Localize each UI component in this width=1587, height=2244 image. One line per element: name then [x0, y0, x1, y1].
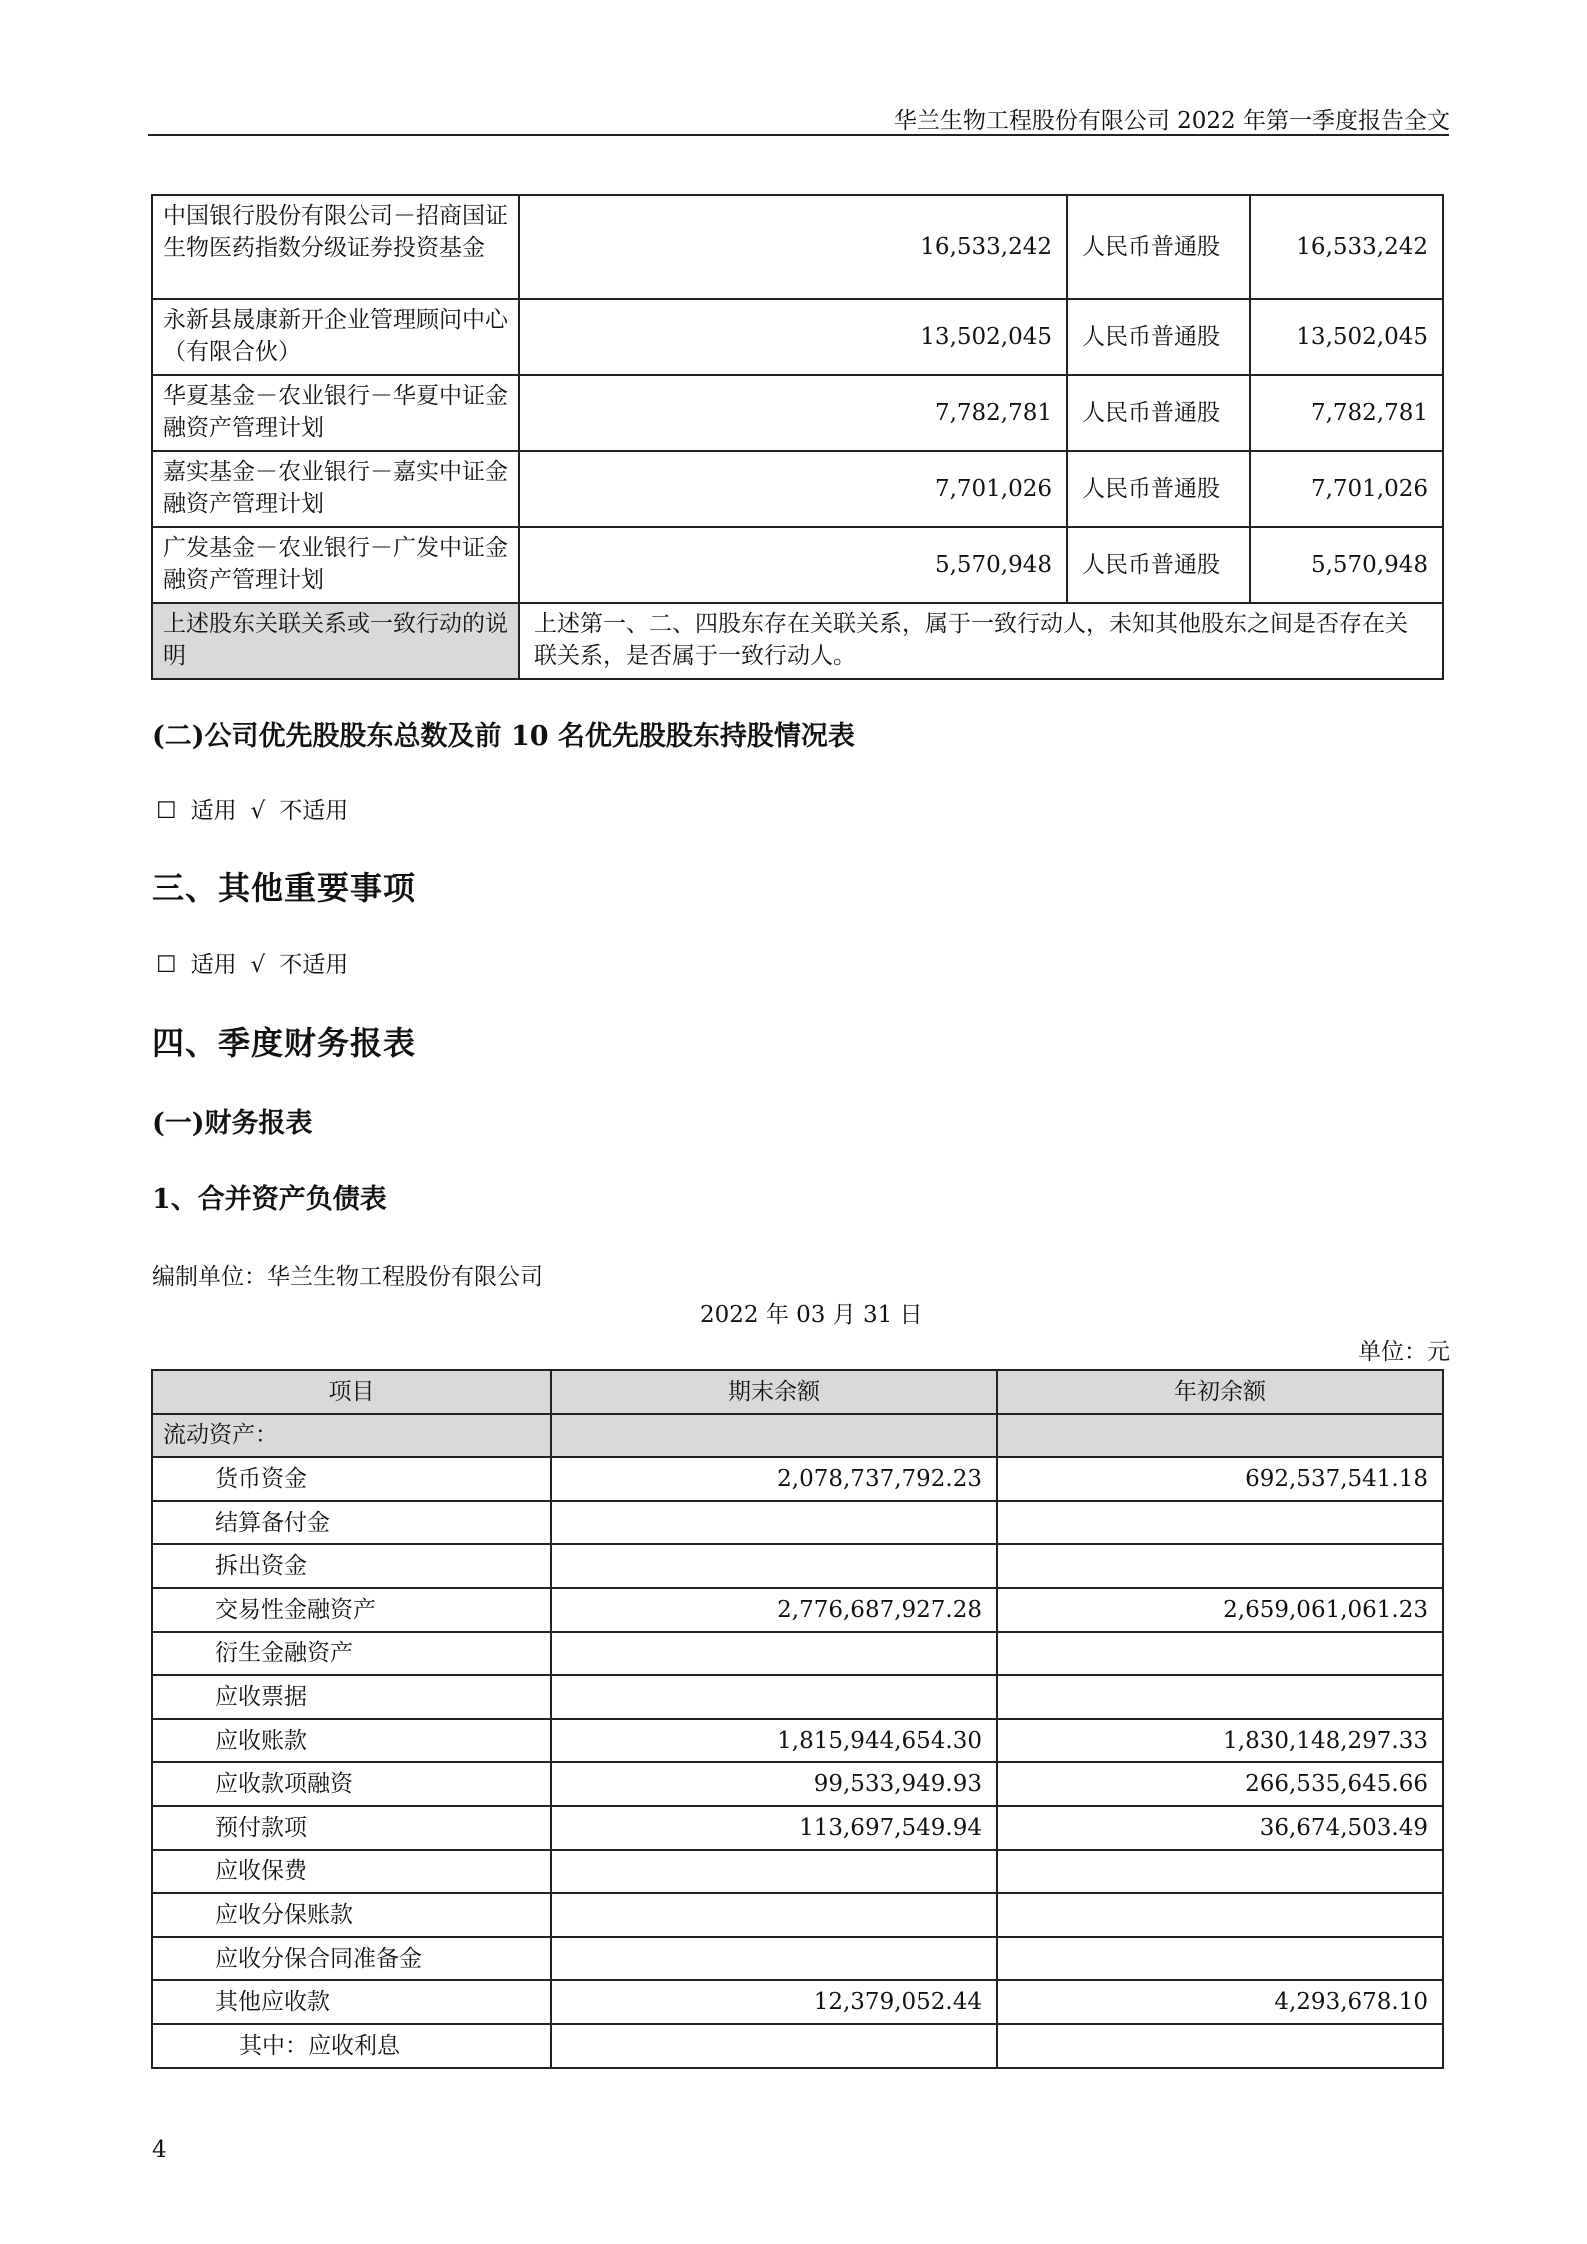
table-row	[152, 1632, 1443, 1676]
option-not-applicable: 不适用	[279, 798, 349, 824]
begin-balance	[997, 1893, 1443, 1937]
end-balance	[551, 2024, 997, 2068]
shares-held: 5,570,948	[519, 527, 1067, 603]
checkmark-icon: √	[250, 798, 266, 824]
top-shareholders-table	[151, 194, 1444, 680]
line-item: 流动资产：	[152, 1414, 551, 1458]
table-row	[152, 603, 1443, 679]
begin-balance: 4,293,678.10	[997, 1980, 1443, 2024]
begin-balance: 1,830,148,297.33	[997, 1719, 1443, 1763]
line-item: 应收账款	[152, 1719, 551, 1763]
shareholder-name: 永新县晟康新开企业管理顾问中心（有限合伙）	[152, 299, 519, 375]
shares-held: 7,782,781	[519, 375, 1067, 451]
begin-balance: 266,535,645.66	[997, 1762, 1443, 1806]
begin-balance: 36,674,503.49	[997, 1806, 1443, 1850]
table-row	[152, 1501, 1443, 1545]
share-class: 人民币普通股	[1067, 451, 1250, 527]
table-row	[152, 1544, 1443, 1588]
option-applicable: 适用	[190, 952, 237, 978]
class-shares: 7,701,026	[1250, 451, 1443, 527]
table-row	[152, 1937, 1443, 1981]
table-row	[152, 1457, 1443, 1501]
shares-held: 7,701,026	[519, 451, 1067, 527]
end-balance: 2,078,737,792.23	[551, 1457, 997, 1501]
end-balance	[551, 1937, 997, 1981]
table-row	[152, 1675, 1443, 1719]
class-shares: 5,570,948	[1250, 527, 1443, 603]
table-row	[152, 451, 1443, 527]
table-row	[152, 1893, 1443, 1937]
end-balance: 99,533,949.93	[551, 1762, 997, 1806]
end-balance	[551, 1675, 997, 1719]
end-balance	[551, 1544, 997, 1588]
header-divider	[148, 134, 1449, 136]
table-row	[152, 1980, 1443, 2024]
end-balance: 1,815,944,654.30	[551, 1719, 997, 1763]
end-balance	[551, 1850, 997, 1894]
end-balance: 12,379,052.44	[551, 1980, 997, 2024]
share-class: 人民币普通股	[1067, 375, 1250, 451]
column-header: 期末余额	[551, 1370, 997, 1414]
end-balance	[551, 1893, 997, 1937]
share-class: 人民币普通股	[1067, 299, 1250, 375]
table-row	[152, 1719, 1443, 1763]
table-row	[152, 195, 1443, 299]
line-item: 应收保费	[152, 1850, 551, 1894]
end-balance	[551, 1501, 997, 1545]
shareholder-name: 嘉实基金－农业银行－嘉实中证金融资产管理计划	[152, 451, 519, 527]
balance-sheet-heading: 1、合并资产负债表	[152, 1184, 387, 1215]
financial-statements-heading: (一)财务报表	[152, 1108, 313, 1139]
shareholder-name: 广发基金－农业银行－广发中证金融资产管理计划	[152, 527, 519, 603]
begin-balance	[997, 1937, 1443, 1981]
line-item: 应收分保账款	[152, 1893, 551, 1937]
begin-balance	[997, 1850, 1443, 1894]
shares-held: 16,533,242	[519, 195, 1067, 299]
table-row	[152, 1806, 1443, 1850]
column-header: 项目	[152, 1370, 551, 1414]
end-balance	[551, 1414, 997, 1458]
table-row	[152, 2024, 1443, 2068]
option-not-applicable: 不适用	[279, 952, 349, 978]
shareholder-name: 华夏基金－农业银行－华夏中证金融资产管理计划	[152, 375, 519, 451]
line-item: 应收款项融资	[152, 1762, 551, 1806]
line-item: 其他应收款	[152, 1980, 551, 2024]
column-header: 年初余额	[997, 1370, 1443, 1414]
line-item: 交易性金融资产	[152, 1588, 551, 1632]
checkbox-empty-icon: ☐	[156, 952, 177, 978]
end-balance	[551, 1632, 997, 1676]
begin-balance	[997, 1544, 1443, 1588]
shares-held: 13,502,045	[519, 299, 1067, 375]
checkmark-icon: √	[250, 952, 266, 978]
relationship-note-text: 上述第一、二、四股东存在关联关系，属于一致行动人，未知其他股东之间是否存在关联关系，是否属于一致行动人。	[519, 603, 1443, 679]
table-row	[152, 375, 1443, 451]
preferred-shareholders-heading: (二)公司优先股股东总数及前 10 名优先股股东持股情况表	[152, 721, 855, 752]
table-row	[152, 1850, 1443, 1894]
table-header-row	[152, 1370, 1443, 1414]
table-row	[152, 1414, 1443, 1458]
compiler-label: 编制单位：华兰生物工程股份有限公司	[152, 1264, 543, 1290]
share-class: 人民币普通股	[1067, 195, 1250, 299]
balance-sheet-table	[151, 1369, 1444, 2069]
begin-balance: 692,537,541.18	[997, 1457, 1443, 1501]
share-class: 人民币普通股	[1067, 527, 1250, 603]
section3-applicability	[156, 946, 362, 979]
checkbox-empty-icon: ☐	[156, 798, 177, 824]
table-row	[152, 299, 1443, 375]
begin-balance	[997, 2024, 1443, 2068]
relationship-note-label: 上述股东关联关系或一致行动的说明	[152, 603, 519, 679]
class-shares: 7,782,781	[1250, 375, 1443, 451]
end-balance: 2,776,687,927.28	[551, 1588, 997, 1632]
begin-balance	[997, 1632, 1443, 1676]
line-item: 结算备付金	[152, 1501, 551, 1545]
end-balance: 113,697,549.94	[551, 1806, 997, 1850]
begin-balance: 2,659,061,061.23	[997, 1588, 1443, 1632]
line-item: 预付款项	[152, 1806, 551, 1850]
line-item: 其中：应收利息	[152, 2024, 551, 2068]
section4-heading: 四、季度财务报表	[152, 1024, 417, 1062]
table-row	[152, 1762, 1443, 1806]
section3-heading: 三、其他重要事项	[152, 869, 417, 907]
line-item: 拆出资金	[152, 1544, 551, 1588]
unit-label: 单位：元	[1358, 1339, 1450, 1365]
line-item: 货币资金	[152, 1457, 551, 1501]
option-applicable: 适用	[190, 798, 237, 824]
table-row	[152, 1588, 1443, 1632]
class-shares: 13,502,045	[1250, 299, 1443, 375]
table-row	[152, 527, 1443, 603]
begin-balance	[997, 1414, 1443, 1458]
line-item: 衍生金融资产	[152, 1632, 551, 1676]
shareholder-name: 中国银行股份有限公司－招商国证生物医药指数分级证券投资基金	[152, 195, 519, 299]
report-date: 2022 年 03 月 31 日	[700, 1302, 923, 1328]
page-number: 4	[152, 2137, 167, 2163]
class-shares: 16,533,242	[1250, 195, 1443, 299]
line-item: 应收票据	[152, 1675, 551, 1719]
begin-balance	[997, 1675, 1443, 1719]
report-header-title: 华兰生物工程股份有限公司 2022 年第一季度报告全文	[893, 108, 1450, 134]
line-item: 应收分保合同准备金	[152, 1937, 551, 1981]
preferred-applicability	[156, 792, 362, 825]
begin-balance	[997, 1501, 1443, 1545]
